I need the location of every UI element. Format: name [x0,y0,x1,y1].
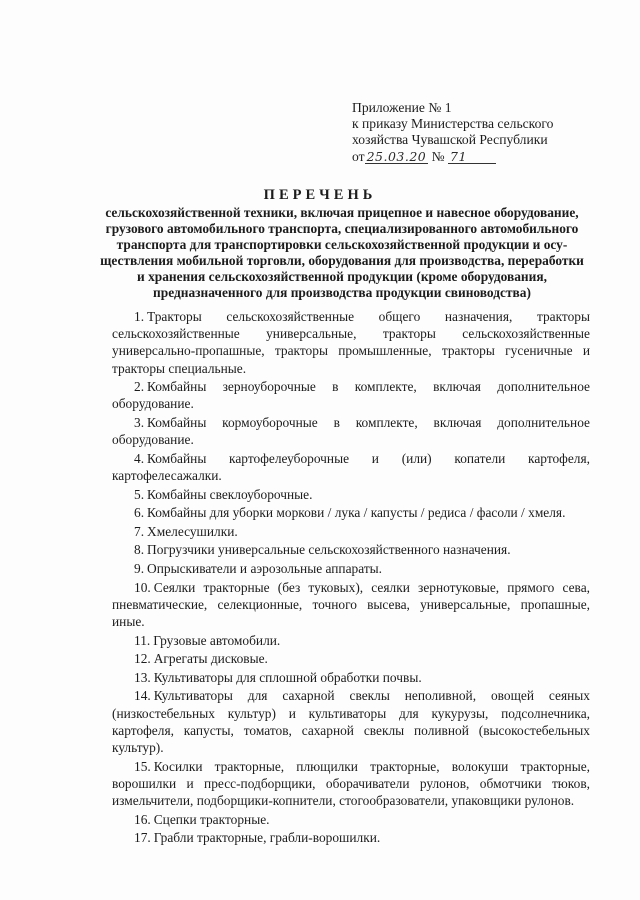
list-item-text: Комбайны кормоуборочные в комплекте, включая дополнительное оборудование. [112,415,590,448]
list-item-text: Грабли тракторные, грабли-ворошилки. [153,830,381,846]
list-item-number: 12. [134,651,151,667]
equipment-list [112,308,590,848]
list-item [112,450,590,484]
list-item [112,414,590,448]
list-item-number: 11. [134,632,151,648]
list-item [112,504,590,521]
list-item [112,758,590,810]
list-item [112,308,590,377]
list-item [112,669,590,686]
list-item-number: 8. [134,542,145,558]
list-item [112,632,590,649]
list-item-text: Сцепки тракторные. [153,811,270,827]
handwritten-date: 25.03.20 [366,148,427,164]
list-item-text: Косилки тракторные, плющилки тракторные, волокуши тракторные, ворошилки и пресс-подборщики, оборачиватели рулонов, обмотчики тюков, измельчители, подборщики-копнители, стогообразователи, упаковщики рулонов. [112,758,590,808]
list-item-text: Комбайны для уборки моркови / лука / капусты / редиса / фасоли / хмеля. [147,505,566,521]
appendix-line-3: хозяйства Чувашской Республики [352,132,548,148]
list-item-number: 14. [134,688,151,704]
list-item-text: Тракторы сельскохозяйственные общего назначения, тракторы сельскохозяйственные универсальные, тракторы сельскохозяйственные универсально-пропашные, тракторы промышленные, тракторы гусеничные и тракторы специальные. [112,309,590,376]
appendix-header [352,100,622,165]
list-item-text: Комбайны зерноуборочные в комплекте, включая дополнительное оборудование. [112,379,590,412]
subtitle-line: и хранения сельскохозяйственной продукции (кроме оборудования, [137,268,547,284]
list-item [112,811,590,828]
list-item-number: 13. [134,669,151,685]
number-prefix: № [431,148,445,164]
subtitle-line: грузового автомобильного транспорта, специализированного автомобильного [105,220,579,236]
date-prefix: от [352,148,365,164]
subtitle-line: транспорта для транспортировки сельскохозяйственной продукции и осу- [116,236,568,252]
list-item-text: Хмелесушилки. [147,523,238,539]
list-item [112,687,590,756]
list-item-number: 10. [134,579,151,595]
appendix-line-1: Приложение № 1 [352,100,452,115]
list-item-number: 15. [134,758,151,774]
list-item-text: Комбайны картофелеуборочные и (или) копатели картофеля, картофелесажалки. [112,450,590,483]
list-item-text: Комбайны свеклоуборочные. [147,486,313,502]
appendix-line-2: к приказу Министерства сельского [352,116,554,132]
subtitle-line: сельскохозяйственной техники, включая прицепное и навесное оборудование, [105,205,579,220]
list-item-text: Культиваторы для сплошной обработки почвы. [153,669,422,685]
subtitle-line: предназначенного для производства продукции свиноводства) [153,284,531,300]
appendix-date-line [352,149,622,165]
document-title: ПЕРЕЧЕНЬ [263,187,377,203]
list-item-text: Грузовые автомобили. [153,632,281,648]
list-item-number: 6. [134,505,145,521]
list-item-number: 4. [134,450,145,466]
list-item [112,650,590,667]
list-item [112,829,590,846]
list-item-number: 2. [134,379,145,395]
list-item-text: Сеялки тракторные (без туковых), сеялки зернотуковые, прямого сева, пневматические, селекционные, точного высева, универсальные, пропашные, иные. [112,579,590,629]
list-item-number: 1. [134,309,145,324]
list-item-number: 9. [134,560,145,576]
list-item-text: Культиваторы для сахарной свеклы неполивной, овощей сеяных (низкостебельных культур) и культиваторы для кукурузы, подсолнечника, картофеля, капусты, томатов, сахарной свеклы поливной (высокостебельных культур). [112,688,590,755]
list-item-number: 16. [134,811,151,827]
subtitle-line: ществления мобильной торговли, оборудования для производства, переработки [100,252,584,268]
list-item [112,541,590,558]
list-item [112,523,590,540]
list-item-text: Опрыскиватели и аэрозольные аппараты. [147,560,383,576]
list-item-text: Погрузчики универсальные сельскохозяйственного назначения. [147,542,511,558]
list-item [112,579,590,631]
list-item [112,486,590,503]
document-subtitle [96,205,588,300]
list-item-number: 7. [134,523,145,539]
list-item-number: 5. [134,486,145,502]
list-item [112,560,590,577]
list-item [112,378,590,412]
list-item-number: 17. [134,830,151,846]
list-item-number: 3. [134,415,145,430]
handwritten-number: 71 [448,150,496,164]
list-item-text: Агрегаты дисковые. [153,651,268,667]
